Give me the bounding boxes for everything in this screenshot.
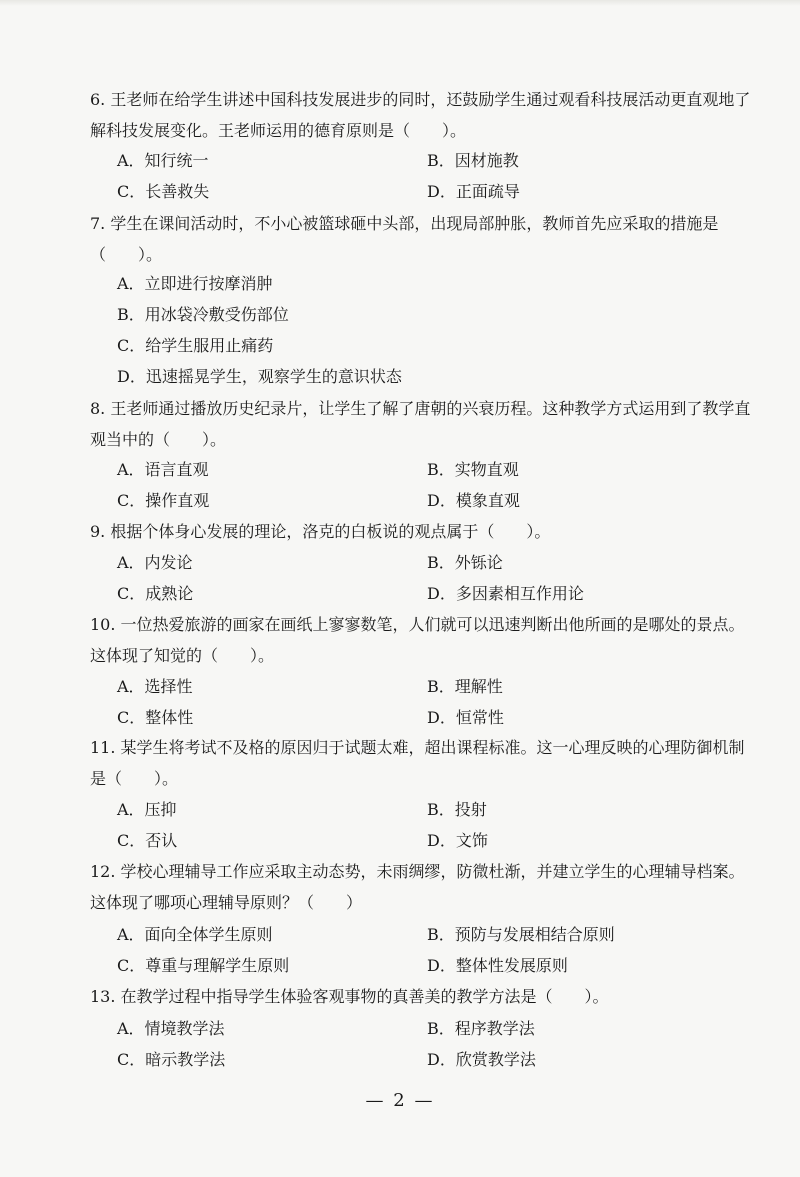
question-text: 学生在课间活动时，不小心被篮球砸中头部，出现局部肿胀，教师首先应采取的措施是（ ）。 bbox=[90, 214, 719, 264]
options-9 bbox=[117, 547, 757, 609]
question-text: 王老师在给学生讲述中国科技发展进步的同时，还鼓励学生通过观看科技展活动更直观地了解科技发展变化。王老师运用的德育原则是（ ）。 bbox=[90, 90, 751, 140]
option-c: C．给学生服用止痛药 bbox=[117, 336, 274, 355]
page-number: — 2 — bbox=[365, 1090, 435, 1111]
option-d: D．恒常性 bbox=[427, 708, 504, 727]
option-b: B．实物直观 bbox=[427, 460, 519, 479]
option-b: B．程序教学法 bbox=[427, 1019, 535, 1038]
question-text: 一位热爱旅游的画家在画纸上寥寥数笔，人们就可以迅速判断出他所画的是哪处的景点。这体现了知觉的（ ）。 bbox=[90, 615, 745, 665]
option-a: A．立即进行按摩消肿 bbox=[117, 274, 273, 293]
question-11 bbox=[90, 732, 760, 794]
question-text: 在教学过程中指导学生体验客观事物的真善美的教学方法是（ ）。 bbox=[120, 987, 609, 1006]
question-text: 王老师通过播放历史纪录片，让学生了解了唐朝的兴衰历程。这种教学方式运用到了教学直观当中的（ ）。 bbox=[90, 399, 751, 449]
option-c: C．否认 bbox=[117, 831, 178, 850]
option-d: D．正面疏导 bbox=[427, 182, 520, 201]
question-12 bbox=[90, 856, 760, 918]
question-text: 学校心理辅导工作应采取主动态势，未雨绸缪，防微杜渐，并建立学生的心理辅导档案。这体现了哪项心理辅导原则？（ ） bbox=[90, 862, 745, 912]
options-8 bbox=[117, 454, 757, 516]
options-6 bbox=[117, 145, 757, 207]
option-a: A．选择性 bbox=[117, 677, 193, 696]
question-number: 11. bbox=[90, 738, 116, 757]
option-a: A．压抑 bbox=[117, 800, 177, 819]
question-10 bbox=[90, 609, 760, 671]
question-text: 根据个体身心发展的理论，洛克的白板说的观点属于（ ）。 bbox=[110, 522, 551, 541]
option-b: B．外铄论 bbox=[427, 553, 503, 572]
options-10 bbox=[117, 671, 757, 733]
option-b: B．预防与发展相结合原则 bbox=[427, 925, 615, 944]
option-d: D．模象直观 bbox=[427, 491, 520, 510]
option-d: D．多因素相互作用论 bbox=[427, 584, 584, 603]
option-b: B．用冰袋冷敷受伤部位 bbox=[117, 305, 289, 324]
option-a: A．面向全体学生原则 bbox=[117, 925, 273, 944]
option-c: C．长善救失 bbox=[117, 182, 210, 201]
option-d: D．欣赏教学法 bbox=[427, 1050, 536, 1069]
options-11 bbox=[117, 794, 757, 856]
options-12 bbox=[117, 919, 757, 981]
question-number: 7. bbox=[90, 214, 106, 233]
option-c: C．操作直观 bbox=[117, 491, 210, 510]
options-13 bbox=[117, 1013, 757, 1075]
option-a: A．内发论 bbox=[117, 553, 193, 572]
question-9 bbox=[90, 516, 760, 547]
question-6 bbox=[90, 84, 760, 146]
question-text: 某学生将考试不及格的原因归于试题太难，超出课程标准。这一心理反映的心理防御机制是（ ）。 bbox=[90, 738, 745, 788]
option-b: B．投射 bbox=[427, 800, 487, 819]
options-7 bbox=[117, 268, 757, 392]
option-d: D．文饰 bbox=[427, 831, 488, 850]
option-a: A．知行统一 bbox=[117, 151, 209, 170]
option-c: C．暗示教学法 bbox=[117, 1050, 226, 1069]
option-c: C．尊重与理解学生原则 bbox=[117, 956, 290, 975]
question-number: 10. bbox=[90, 615, 116, 634]
question-13 bbox=[90, 981, 760, 1012]
question-number: 13. bbox=[90, 987, 116, 1006]
question-7 bbox=[90, 208, 760, 270]
question-number: 9. bbox=[90, 522, 106, 541]
option-b: B．因材施教 bbox=[427, 151, 519, 170]
option-b: B．理解性 bbox=[427, 677, 503, 696]
option-d: D．整体性发展原则 bbox=[427, 956, 568, 975]
question-number: 12. bbox=[90, 862, 116, 881]
option-a: A．语言直观 bbox=[117, 460, 209, 479]
option-a: A．情境教学法 bbox=[117, 1019, 225, 1038]
question-number: 8. bbox=[90, 399, 106, 418]
scan-edge bbox=[0, 0, 800, 6]
question-number: 6. bbox=[90, 90, 106, 109]
option-d: D．迅速摇晃学生，观察学生的意识状态 bbox=[117, 367, 402, 386]
question-8 bbox=[90, 393, 760, 455]
option-c: C．成熟论 bbox=[117, 584, 194, 603]
option-c: C．整体性 bbox=[117, 708, 194, 727]
